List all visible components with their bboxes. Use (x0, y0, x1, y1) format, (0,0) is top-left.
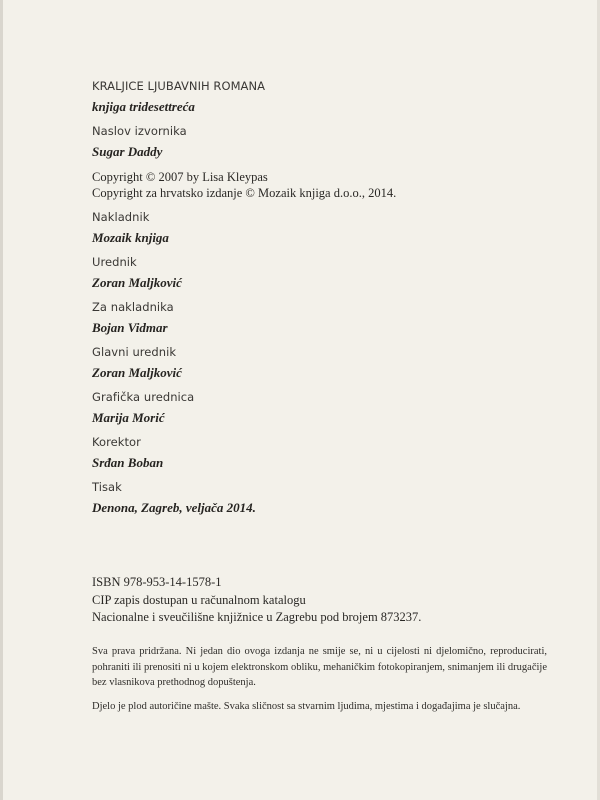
credit-label: Glavni urednik (92, 345, 177, 359)
publisher-block (92, 210, 562, 246)
page-edge-left (0, 0, 3, 800)
catalog-block (92, 574, 562, 627)
credit-value: Denona, Zagreb, veljača 2014. (92, 500, 256, 515)
credit-label: Za nakladnika (92, 300, 174, 314)
colophon-credits (92, 79, 562, 525)
credit-value: Mozaik knjiga (92, 230, 169, 245)
editor-block (92, 255, 562, 291)
cip-line: CIP zapis dostupan u računalnom katalogu (92, 592, 306, 607)
credit-value: Srđan Boban (92, 455, 164, 470)
credit-value: Sugar Daddy (92, 144, 163, 159)
series-block (92, 79, 562, 115)
book-number: knjiga tridesettreća (92, 99, 195, 114)
copyright-block (92, 169, 562, 201)
for-publisher-block (92, 300, 562, 336)
series-name: KRALJICE LJUBAVNIH ROMANA (92, 79, 266, 93)
credit-value: Zoran Maljković (92, 365, 182, 380)
graphic-editor-block (92, 390, 562, 426)
credit-label: Urednik (92, 255, 137, 269)
cip-line: Nacionalne i sveučilišne knjižnice u Zagrebu pod brojem 873237. (92, 610, 422, 624)
credit-value: Zoran Maljković (92, 275, 182, 290)
copyright-line: Copyright za hrvatsko izdanje © Mozaik knjiga d.o.o., 2014. (92, 186, 397, 200)
credit-label: Naslov izvornika (92, 124, 187, 138)
credit-label: Tisak (92, 480, 122, 494)
rights-paragraph: Sva prava pridržana. Ni jedan dio ovoga izdanja ne smije se, ni u cijelosti ni djelomično, reproducirati, pohraniti ili prenositi ni u kojem elektronskom obliku, mehaničkim fotokopiranjem, snimanjem ili drugačije bez vlasnikova prethodnog dopuštenja. (92, 646, 547, 688)
original-title-block (92, 124, 562, 160)
proofreader-block (92, 435, 562, 471)
credit-value: Marija Morić (92, 410, 165, 425)
print-block (92, 480, 562, 516)
credit-label: Korektor (92, 435, 141, 449)
fiction-disclaimer: Djelo je plod autoričine mašte. Svaka sličnost sa stvarnim ljudima, mjestima i događajima je slučajna. (92, 700, 521, 712)
legal-notice (92, 644, 547, 722)
credit-value: Bojan Vidmar (92, 320, 168, 335)
credit-label: Nakladnik (92, 210, 150, 224)
credit-label: Grafička urednica (92, 390, 195, 404)
copyright-line: Copyright © 2007 by Lisa Kleypas (92, 170, 268, 184)
isbn-line: ISBN 978-953-14-1578-1 (92, 575, 222, 589)
editor-in-chief-block (92, 345, 562, 381)
